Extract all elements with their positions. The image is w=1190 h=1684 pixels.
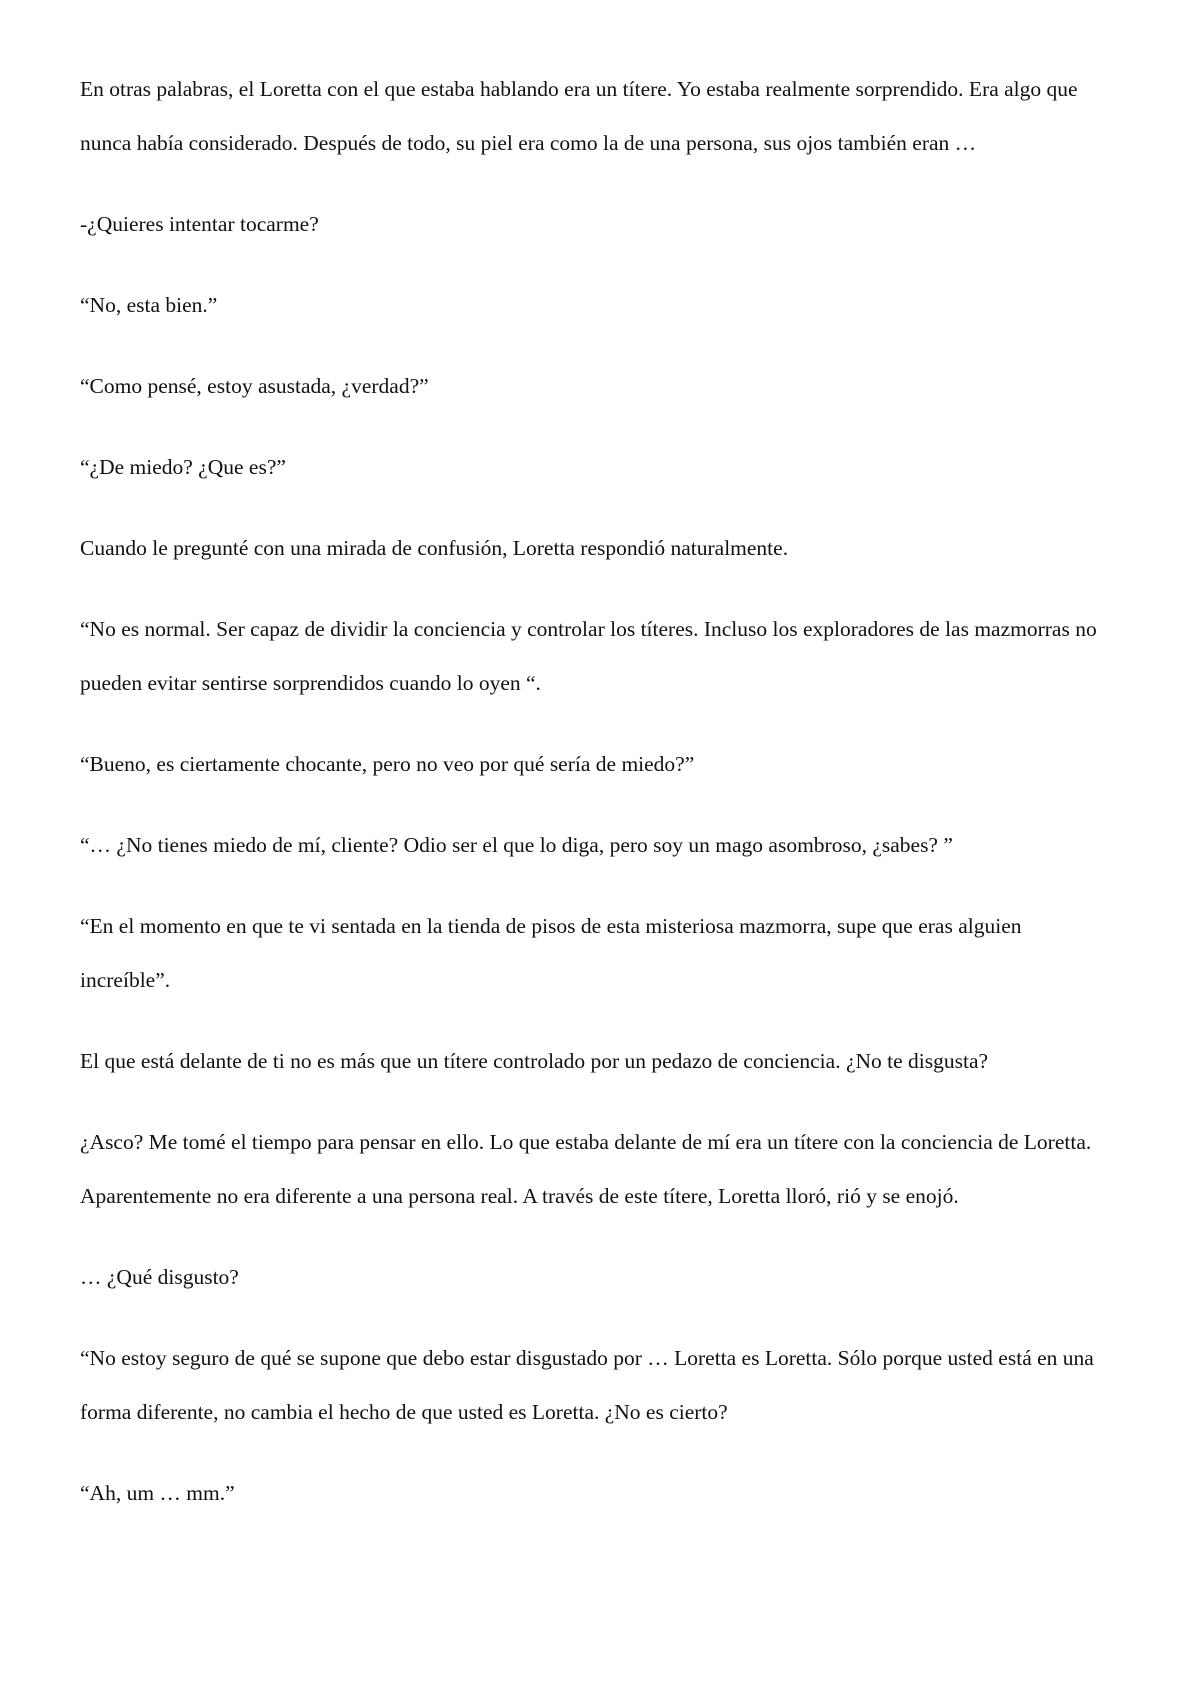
paragraph-3: “No, esta bien.”: [80, 293, 218, 317]
paragraph-10: “En el momento en que te vi sentada en la tienda de pisos de esta misteriosa mazmorra, supe que eras alguien increíble”.: [80, 914, 1022, 992]
paragraph-12: ¿Asco? Me tomé el tiempo para pensar en ello. Lo que estaba delante de mí era un títere con la conciencia de Loretta. Aparentemente no era diferente a una persona real. A través de este títere, Loretta lloró, rió y se enojó.: [80, 1130, 1092, 1208]
paragraph-1: En otras palabras, el Loretta con el que estaba hablando era un títere. Yo estaba realmente sorprendido. Era algo que nunca había considerado. Después de todo, su piel era como la de una persona, sus ojos también eran …: [80, 77, 1078, 155]
paragraph-13: … ¿Qué disgusto?: [80, 1265, 239, 1289]
paragraph-11: El que está delante de ti no es más que un títere controlado por un pedazo de conciencia. ¿No te disgusta?: [80, 1049, 989, 1073]
paragraph-15: “Ah, um … mm.”: [80, 1481, 235, 1505]
paragraph-14: “No estoy seguro de qué se supone que debo estar disgustado por … Loretta es Loretta. Sólo porque usted está en una forma diferente, no cambia el hecho de que usted es Loretta. ¿No es cierto?: [80, 1346, 1094, 1424]
paragraph-9: “… ¿No tienes miedo de mí, cliente? Odio ser el que lo diga, pero soy un mago asombroso, ¿sabes? ”: [80, 833, 953, 857]
paragraph-5: “¿De miedo? ¿Que es?”: [80, 455, 286, 479]
paragraph-2: -¿Quieres intentar tocarme?: [80, 212, 319, 236]
paragraph-6: Cuando le pregunté con una mirada de confusión, Loretta respondió naturalmente.: [80, 536, 789, 560]
paragraph-4: “Como pensé, estoy asustada, ¿verdad?”: [80, 374, 429, 398]
paragraph-8: “Bueno, es ciertamente chocante, pero no veo por qué sería de miedo?”: [80, 752, 695, 776]
paragraph-7: “No es normal. Ser capaz de dividir la conciencia y controlar los títeres. Incluso los exploradores de las mazmorras no pueden evitar sentirse sorprendidos cuando lo oyen “.: [80, 617, 1097, 695]
